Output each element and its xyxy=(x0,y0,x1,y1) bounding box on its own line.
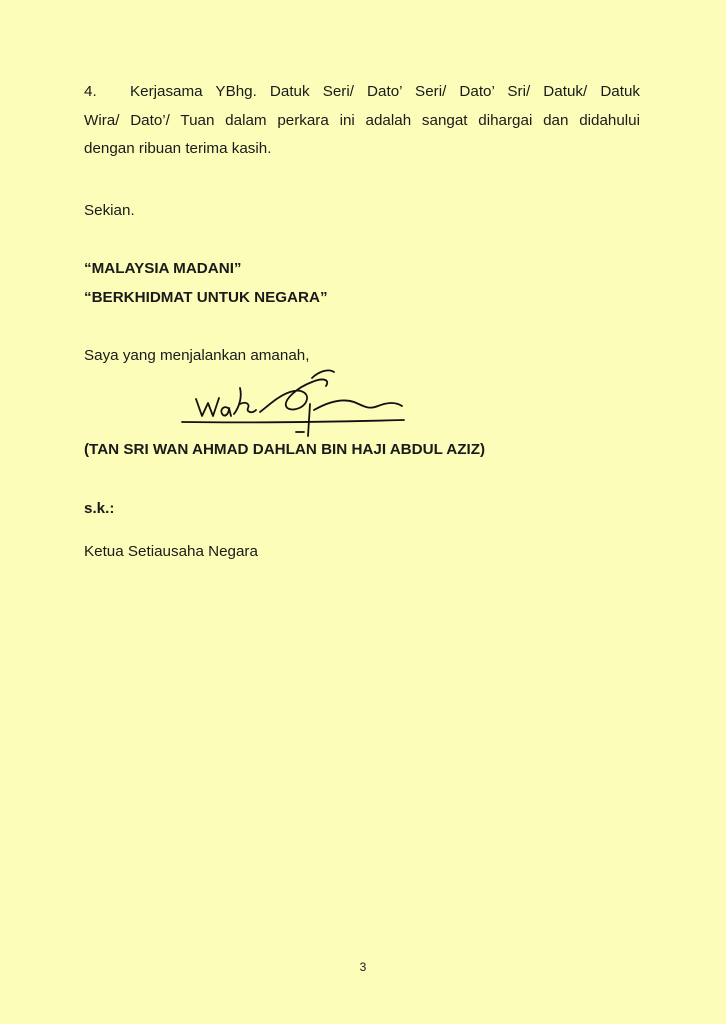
cc-label: s.k.: xyxy=(84,500,115,517)
signature-image xyxy=(178,366,408,440)
paragraph-number: 4. xyxy=(84,83,97,100)
sign-off-text: Saya yang menjalankan amanah, xyxy=(84,347,310,364)
cc-recipient: Ketua Setiausaha Negara xyxy=(84,543,258,560)
paragraph-4-line-3: dengan ribuan terima kasih. xyxy=(84,140,272,157)
paragraph-4-text-1: Kerjasama YBhg. Datuk Seri/ Dato’ Seri/ Dato’ Sri/ Datuk/ Datuk xyxy=(130,83,640,100)
paragraph-4-line-2: Wira/ Dato’/ Tuan dalam perkara ini adalah sangat dihargai dan didahului xyxy=(84,111,640,129)
paragraph-4 xyxy=(84,78,640,164)
signatory-name: (TAN SRI WAN AHMAD DAHLAN BIN HAJI ABDUL AZIZ) xyxy=(84,441,486,458)
page-number: 3 xyxy=(359,960,367,974)
slogan-berkhidmat: “BERKHIDMAT UNTUK NEGARA” xyxy=(84,289,328,306)
slogan-malaysia-madani: “MALAYSIA MADANI” xyxy=(84,260,242,277)
closing-text: Sekian. xyxy=(84,202,135,219)
paragraph-4-line-1 xyxy=(84,78,640,107)
